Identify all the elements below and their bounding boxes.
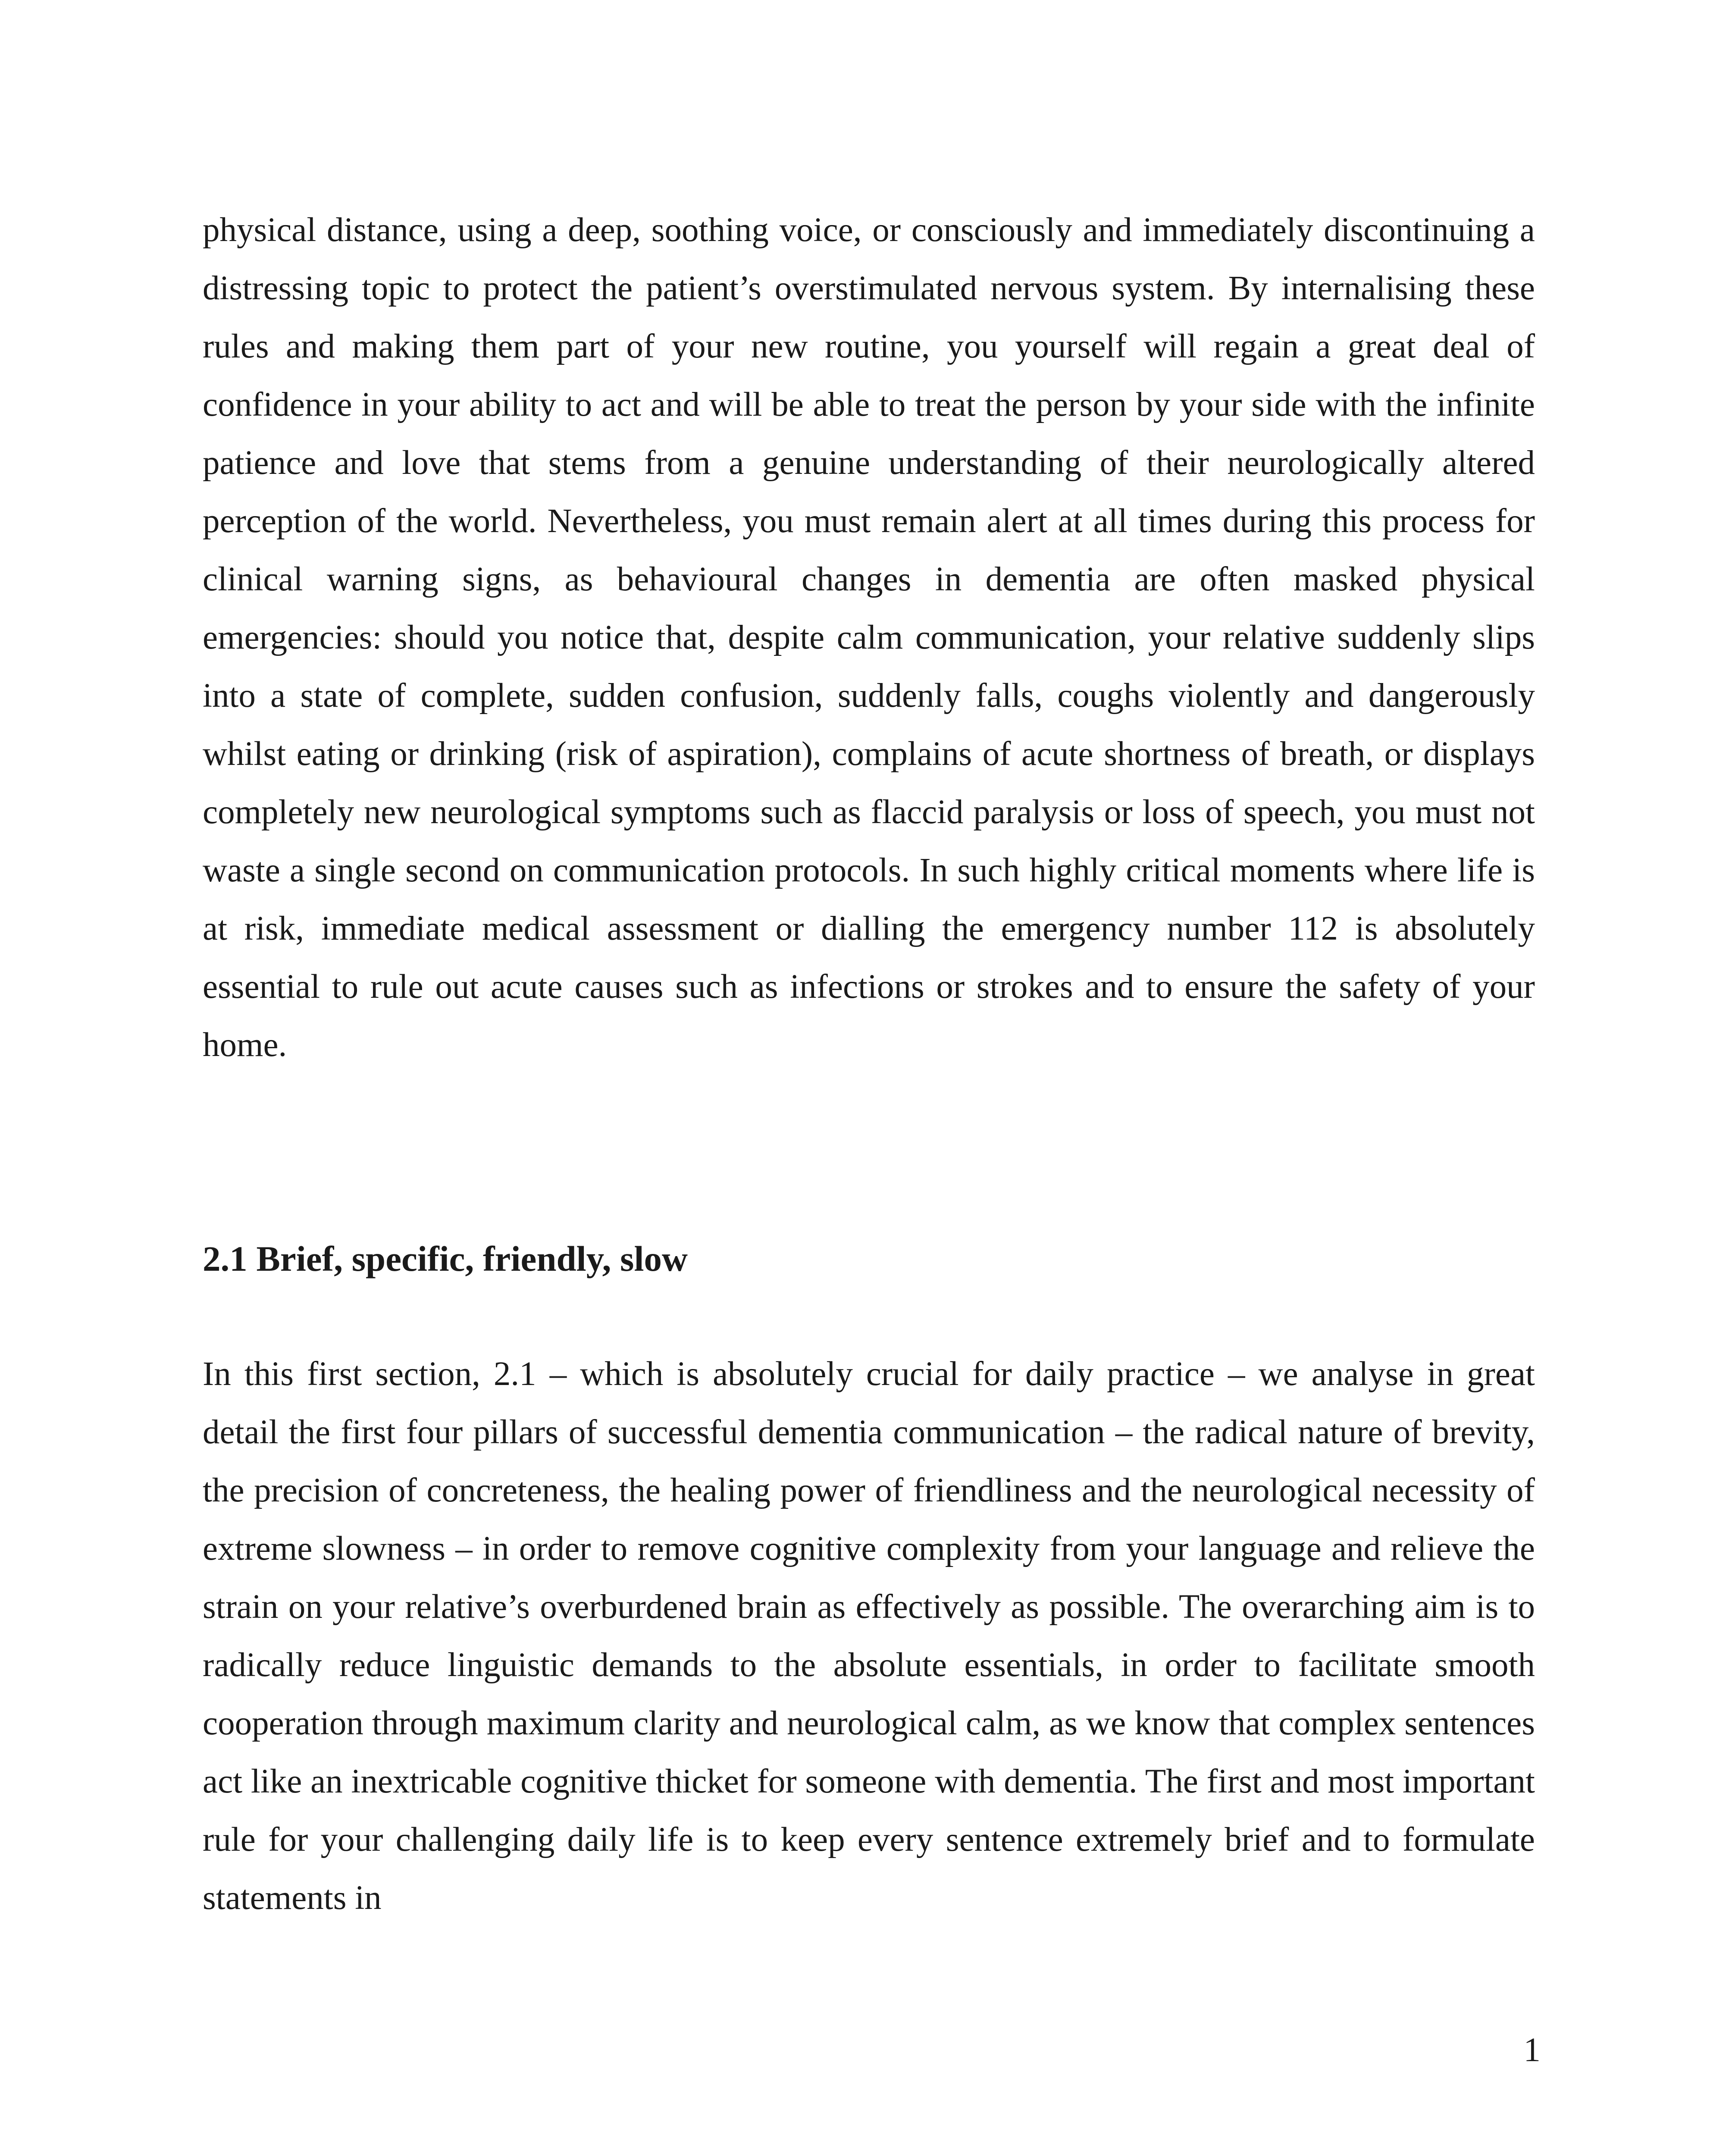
page-number: 1 [1523, 2031, 1541, 2069]
body-paragraph: physical distance, using a deep, soothing voice, or consciously and immediately discontinuing a distressing topic to protect the patient’s overstimulated nervous system. By internalising these rules and making them part of your new routine, you yourself will regain a great deal of confidence in your ability to act and will be able to treat the person by your side with the infinite patience and love that stems from a genuine understanding of their neurologically altered perception of the world. Nevertheless, you must remain alert at all times during this process for clinical warning signs, as behavioural changes in dementia are often masked physical emergencies: should you notice that, despite calm communication, your relative suddenly slips into a state of complete, sudden confusion, suddenly falls, coughs violently and dangerously whilst eating or drinking (risk of aspiration), complains of acute shortness of breath, or displays completely new neurological symptoms such as flaccid paralysis or loss of speech, you must not waste a single second on communication protocols. In such highly critical moments where life is at risk, immediate medical assessment or dialling the emergency number 112 is absolutely essential to rule out acute causes such as infections or strokes and to ensure the safety of your home. [203, 211, 1535, 1064]
body-paragraph: In this first section, 2.1 – which is absolutely crucial for daily practice – we analyse in great detail the first four pillars of successful dementia communication – the radical nature of brevity, the precision of concreteness, the healing power of friendliness and the neurological necessity of extreme slowness – in order to remove cognitive complexity from your language and relieve the strain on your relative’s overburdened brain as effectively as possible. The overarching aim is to radically reduce linguistic demands to the absolute essentials, in order to facilitate smooth cooperation through maximum clarity and neurological calm, as we know that complex sentences act like an inextricable cognitive thicket for someone with dementia. The first and most important rule for your challenging daily life is to keep every sentence extremely brief and to formulate statements in [203, 1355, 1535, 1917]
section-heading: 2.1 Brief, specific, friendly, slow [203, 1239, 688, 1279]
